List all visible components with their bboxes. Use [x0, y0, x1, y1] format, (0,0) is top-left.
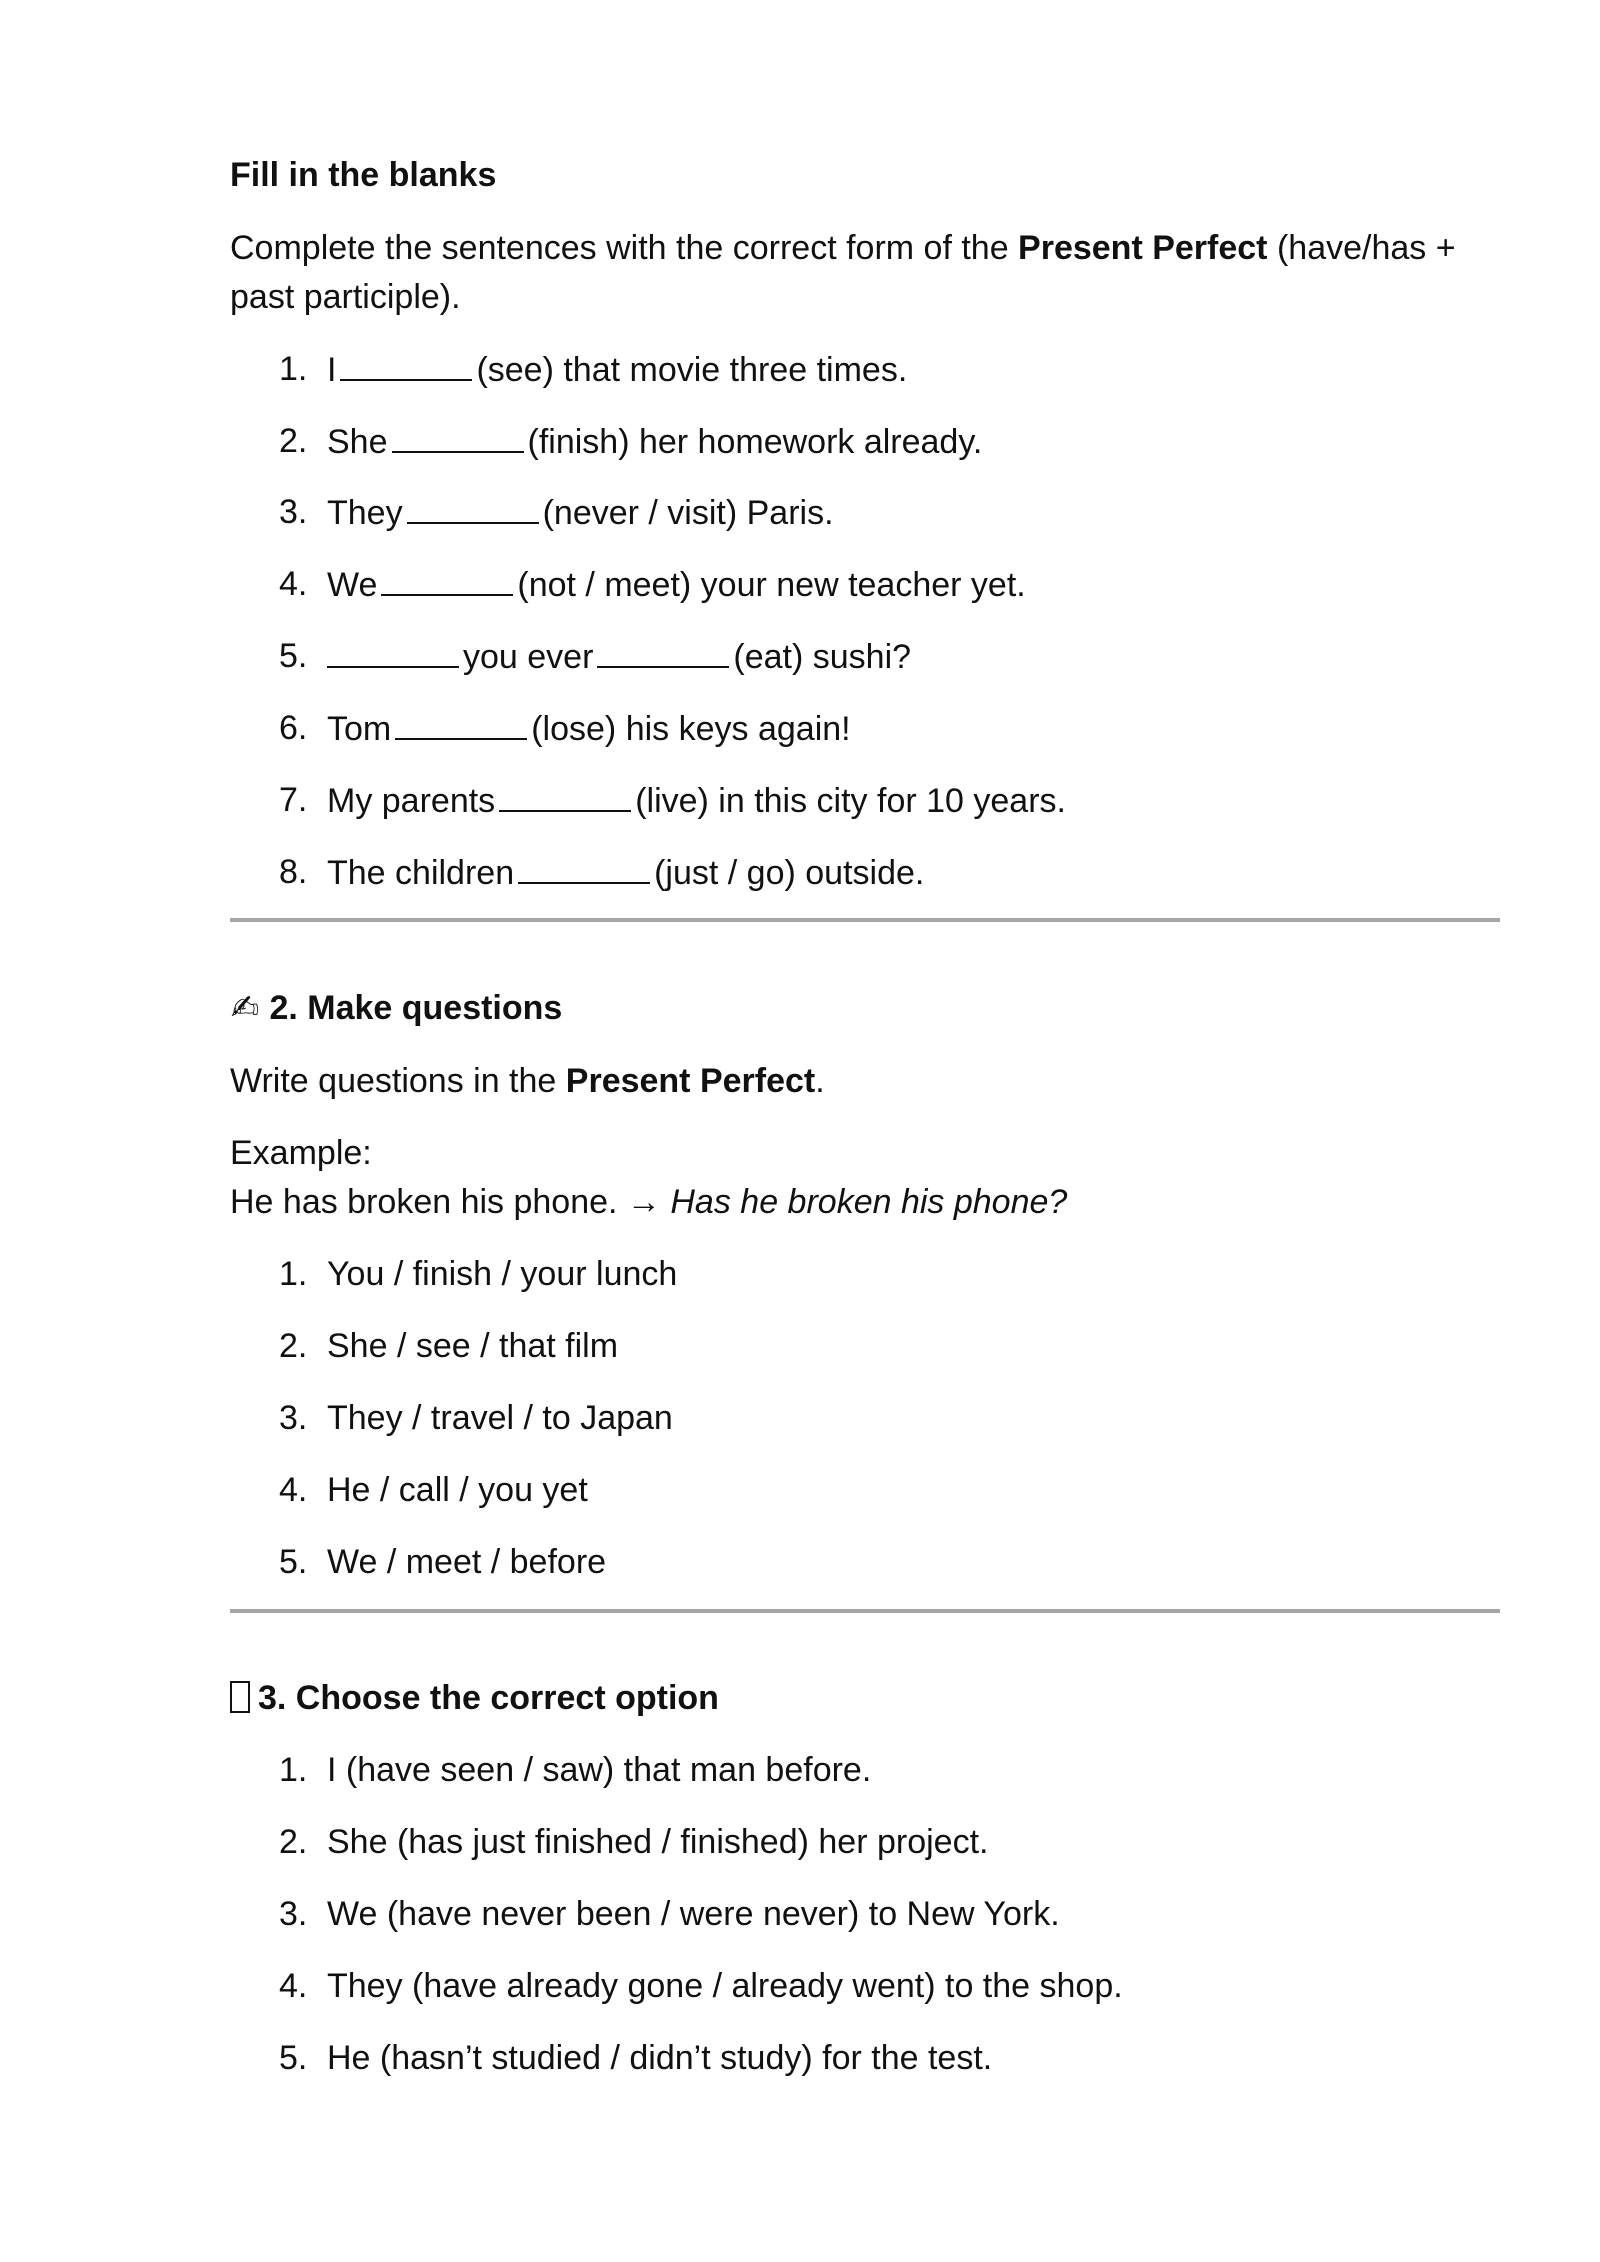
example-line: He has broken his phone. → Has he broken his phone?	[230, 1183, 1068, 1221]
example-label: Example:	[230, 1134, 372, 1172]
answer-blank[interactable]	[381, 560, 513, 596]
instruction-line-2: past participle).	[230, 278, 461, 316]
answer-blank[interactable]	[392, 417, 524, 453]
instruction-line-1: Complete the sentences with the correct form of the Present Perfect (have/has +	[230, 229, 1456, 267]
answer-blank[interactable]	[499, 776, 631, 812]
missing-glyph-icon	[230, 1681, 250, 1713]
answer-blank[interactable]	[597, 632, 729, 668]
writing-hand-icon: ✍	[230, 989, 260, 1027]
section-title: Fill in the blanks	[230, 156, 497, 194]
answer-blank[interactable]	[327, 632, 459, 668]
answer-blank[interactable]	[395, 704, 527, 740]
section-title: ✍ 2. Make questions	[230, 984, 1500, 1032]
section-title: 3. Choose the correct option	[230, 1674, 1500, 1722]
section-divider	[230, 918, 1500, 922]
section-divider	[230, 1609, 1500, 1613]
answer-blank[interactable]	[407, 488, 539, 524]
answer-blank[interactable]	[518, 848, 650, 884]
answer-blank[interactable]	[340, 345, 472, 381]
instruction: Write questions in the Present Perfect.	[230, 1062, 825, 1100]
